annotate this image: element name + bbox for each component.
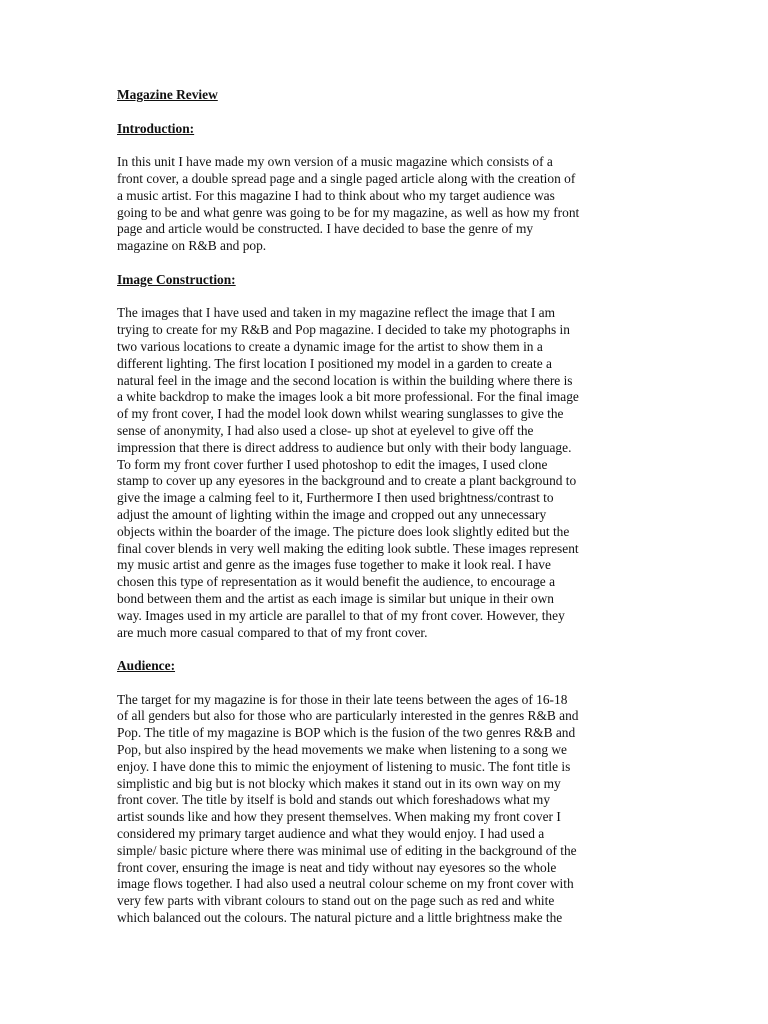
text-line: page and article would be constructed. I have decided to base the genre of my	[117, 221, 534, 237]
section-heading-audience: Audience:	[117, 658, 176, 674]
text-line: final cover blends in very well making the editing look subtle. These images represent	[117, 540, 579, 556]
text-line: my music artist and genre as the images fuse together to make it look real. I have	[117, 557, 551, 573]
section-image-construction	[117, 272, 653, 642]
text-line: a white backdrop to make the images look a bit more professional. For the final image	[117, 389, 579, 405]
text-line: Pop. The title of my magazine is BOP which is the fusion of the two genres R&B and	[117, 725, 576, 741]
text-line: bond between them and the artist as each image is similar but unique in their own	[117, 590, 554, 606]
text-line: front cover, ensuring the image is neat and tidy without nay eyesores so the whole	[117, 859, 557, 875]
text-line: Pop, but also inspired by the head movements we make when listening to a song we	[117, 742, 567, 758]
document-title: Magazine Review	[117, 87, 218, 102]
text-line: enjoy. I have done this to mimic the enjoyment of listening to music. The font title is	[117, 758, 571, 774]
section-introduction	[117, 121, 653, 255]
text-line: simplistic and big but is not blocky which makes it stand out in its own way on my	[117, 775, 561, 791]
text-line: front cover. The title by itself is bold and stands out which foreshadows what my	[117, 792, 551, 808]
text-line: The target for my magazine is for those in their late teens between the ages of 16-18	[117, 691, 568, 707]
text-line: front cover, a double spread page and a single paged article along with the creation of	[117, 170, 576, 186]
text-line: which balanced out the colours. The natural picture and a little brightness make the	[117, 910, 563, 926]
text-line: To form my front cover further I used photoshop to edit the images, I used clone	[117, 456, 548, 472]
text-line: adjust the amount of lighting within the image and cropped out any unnecessary	[117, 506, 547, 522]
text-line: sense of anonymity, I had also used a close- up shot at eyelevel to give off the	[117, 422, 534, 438]
text-line: very few parts with vibrant colours to stand out on the page such as red and white	[117, 893, 555, 909]
text-line: stamp to cover up any eyesores in the background and to create a plant background to	[117, 473, 577, 489]
text-line: are much more casual compared to that of my front cover.	[117, 624, 428, 640]
document-page	[117, 87, 653, 944]
text-line: different lighting. The first location I positioned my model in a garden to create a	[117, 355, 552, 371]
text-line: artist sounds like and how they present themselves. When making my front cover I	[117, 809, 561, 825]
text-line: magazine on R&B and pop.	[117, 238, 267, 254]
text-line: a music artist. For this magazine I had to think about who my target audience was	[117, 187, 555, 203]
paragraph-image-construction	[117, 305, 653, 641]
text-line: two various locations to create a dynamic image for the artist to show them in a	[117, 338, 543, 354]
text-line: image flows together. I had also used a neutral colour scheme on my front cover with	[117, 876, 574, 892]
section-heading-image-construction: Image Construction:	[117, 271, 236, 287]
text-line: going to be and what genre was going to be for my magazine, as well as how my front	[117, 204, 580, 220]
text-line: chosen this type of representation as it would benefit the audience, to encourage a	[117, 574, 556, 590]
text-line: objects within the boarder of the image. The picture does look slightly edited but the	[117, 523, 570, 539]
text-line: natural feel in the image and the second location is within the building where there is	[117, 372, 573, 388]
text-line: of all genders but also for those who are particularly interested in the genres R&B and	[117, 708, 579, 724]
text-line: The images that I have used and taken in my magazine reflect the image that I am	[117, 305, 555, 321]
text-line: of my front cover, I had the model look down whilst wearing sunglasses to give the	[117, 406, 564, 422]
text-line: way. Images used in my article are parallel to that of my front cover. However, they	[117, 607, 565, 623]
text-line: considered my primary target audience and what they would enjoy. I had used a	[117, 826, 545, 842]
paragraph-audience	[117, 692, 653, 927]
text-line: simple/ basic picture where there was minimal use of editing in the background of the	[117, 842, 577, 858]
section-heading-introduction: Introduction:	[117, 120, 195, 136]
section-audience	[117, 658, 653, 927]
text-line: In this unit I have made my own version of a music magazine which consists of a	[117, 154, 553, 170]
text-line: trying to create for my R&B and Pop magazine. I decided to take my photographs in	[117, 322, 570, 338]
text-line: impression that there is direct address to audience but only with their body language.	[117, 439, 572, 455]
text-line: give the image a calming feel to it, Furthermore I then used brightness/contrast to	[117, 490, 554, 506]
paragraph-introduction	[117, 154, 653, 255]
